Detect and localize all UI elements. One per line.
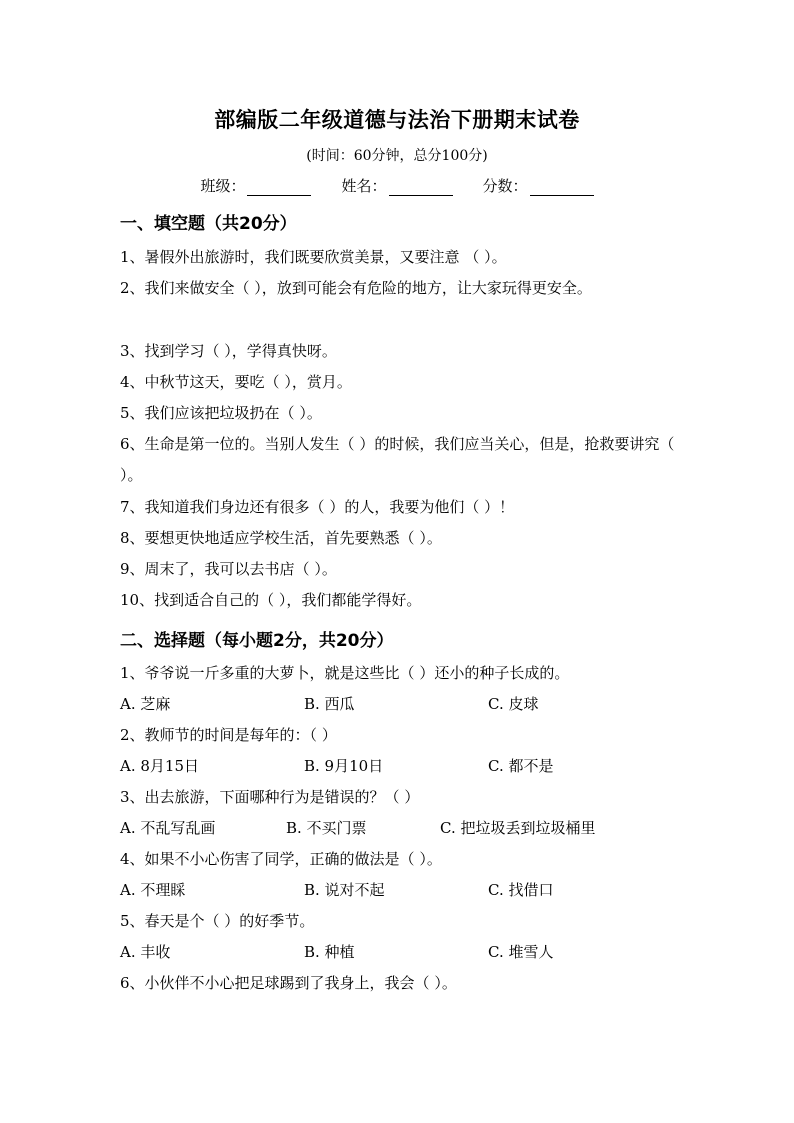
score-field [483,175,594,196]
question-item: 7、我知道我们身边还有很多（ ）的人，我要为他们（ ）！ [120,498,515,516]
question-item: 2、我们来做安全（ ），放到可能会有危险的地方，让大家玩得更安全。 [120,279,592,297]
options-row [120,755,680,783]
option-c[interactable]: C. 都不是 [488,757,554,775]
options-row [120,941,680,969]
option-a[interactable]: A. 8月15日 [120,757,199,775]
option-b[interactable]: B. 不买门票 [286,819,367,837]
name-blank[interactable] [389,181,453,196]
page-title: 部编版二年级道德与法治下册期末试卷 [214,108,580,132]
score-label: 分数： [482,177,528,195]
option-b[interactable]: B. 说对不起 [304,881,385,899]
option-c[interactable]: C. 把垃圾丢到垃圾桶里 [440,819,596,837]
name-field [341,175,452,196]
question-item: 1、暑假外出旅游时，我们既要欣赏美景，又要注意 （ ）。 [120,248,507,266]
class-label: 班级： [200,177,246,195]
question-item: 6、小伙伴不小心把足球踢到了我身上，我会（ ）。 [120,974,457,992]
section-heading-multiple-choice: 二、选择题（每小题2分，共20分） [120,631,394,651]
question-item: 5、春天是个（ ）的好季节。 [120,912,315,930]
score-blank[interactable] [530,181,594,196]
question-item: 9、周末了，我可以去书店（ ）。 [120,560,337,578]
question-item: 5、我们应该把垃圾扔在（ ）。 [120,404,322,422]
exam-time-note: (时间：60分钟，总分100分) [306,148,488,164]
student-info-row [0,175,794,196]
options-row [120,817,680,845]
options-row [120,693,680,721]
question-item: 8、要想更快地适应学校生活，首先要熟悉（ ）。 [120,529,442,547]
section-heading-fill-blank: 一、填空题（共20分） [120,214,297,234]
question-item: 4、如果不小心伤害了同学，正确的做法是（ ）。 [120,850,442,868]
question-item: 2、教师节的时间是每年的：（ ） [120,726,337,744]
option-c[interactable]: C. 找借口 [488,881,554,899]
option-b[interactable]: B. 种植 [304,943,355,961]
name-label: 姓名： [341,177,387,195]
option-b[interactable]: B. 9月10日 [304,757,384,775]
class-field [200,175,311,196]
question-item: 3、找到学习（ ），学得真快呀。 [120,342,337,360]
options-row [120,879,680,907]
class-blank[interactable] [247,181,311,196]
option-a[interactable]: A. 芝麻 [120,695,171,713]
option-a[interactable]: A. 不理睬 [120,881,186,899]
question-item: 3、出去旅游，下面哪种行为是错误的？（ ） [120,788,420,806]
option-b[interactable]: B. 西瓜 [304,695,355,713]
option-a[interactable]: A. 不乱写乱画 [120,819,216,837]
option-c[interactable]: C. 堆雪人 [488,943,554,961]
option-a[interactable]: A. 丰收 [120,943,171,961]
question-item: 10、找到适合自己的（ ），我们都能学得好。 [120,591,422,609]
question-item: 4、中秋节这天，要吃（ ），赏月。 [120,373,352,391]
question-item: 6、生命是第一位的。当别人发生（ ）的时候，我们应当关心，但是，抢救要讲究（ ）。 [120,435,675,484]
question-item: 1、爷爷说一斤多重的大萝卜，就是这些比（ ）还小的种子长成的。 [120,664,570,682]
option-c[interactable]: C. 皮球 [488,695,539,713]
